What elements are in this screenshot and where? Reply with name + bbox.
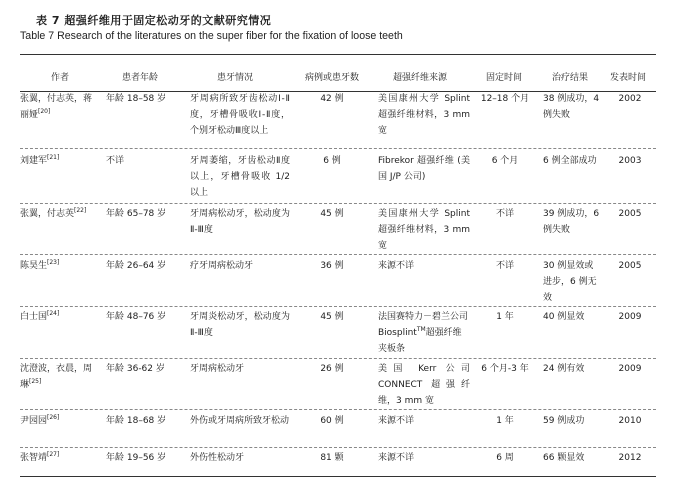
cell-age: 年龄 19–56 岁 xyxy=(106,453,167,463)
row-separator xyxy=(20,409,656,410)
cell-author: 张翼，付志英[22] xyxy=(20,207,87,219)
cell-source: 美国康州大学 Splint 超强纤维材料，3 mm 宽 xyxy=(378,209,470,251)
cell-condition: 牙周病松动牙 xyxy=(190,364,245,374)
cell-year: 2012 xyxy=(618,453,642,463)
cell-count: 45 例 xyxy=(320,209,344,219)
cell-author: 沈澄波，衣晨，周琳[25] xyxy=(20,364,93,390)
cell-condition: 牙周病松动牙，松动度为Ⅱ-Ⅲ度 xyxy=(190,209,290,235)
cell-condition: 外伤或牙周病所致牙松动 xyxy=(190,416,290,426)
cell-condition: 牙周病所致牙齿松动Ⅰ-Ⅱ度，牙槽骨吸收Ⅰ-Ⅱ度，个别牙松动Ⅲ度以上 xyxy=(190,94,290,136)
cell-year: 2002 xyxy=(618,94,642,104)
cell-year: 2003 xyxy=(618,156,642,166)
cell-age: 年龄 48–76 岁 xyxy=(106,312,167,322)
row-separator xyxy=(20,358,656,359)
cell-time: 6 个月-3 年 xyxy=(481,364,529,374)
cell-time: 6 周 xyxy=(496,453,514,463)
row-separator xyxy=(20,306,656,307)
cell-source: 法国赛特力－碧兰公司 Biosplint™超强纤维夹板条 xyxy=(378,312,469,354)
cell-author: 尹园园[26] xyxy=(20,414,60,426)
cell-age: 年龄 26–64 岁 xyxy=(106,261,167,271)
cell-year: 2009 xyxy=(618,364,642,374)
cell-source: 美国康州大学 Splint 超强纤维材料，3 mm 宽 xyxy=(378,94,470,136)
row-separator xyxy=(20,447,656,448)
header-source: 超强纤维来源 xyxy=(392,73,447,83)
cell-author: 张智靖[27] xyxy=(20,451,60,463)
cell-author: 陈昊生[23] xyxy=(20,259,60,271)
cell-age: 不详 xyxy=(106,156,125,166)
cell-year: 2009 xyxy=(618,312,642,322)
cell-time: 不详 xyxy=(495,261,514,271)
cell-result: 40 例显效 xyxy=(543,312,585,322)
table-caption-cn: 表 7 超强纤维用于固定松动牙的文献研究情况 xyxy=(36,14,272,27)
cell-age: 年龄 65–78 岁 xyxy=(106,209,167,219)
cell-count: 81 颗 xyxy=(320,453,344,463)
cell-age: 年龄 18–58 岁 xyxy=(106,94,167,104)
cell-source: 美国 Kerr 公司 CONNECT 超强纤维，3 mm 宽 xyxy=(378,364,470,406)
cell-count: 36 例 xyxy=(320,261,344,271)
cell-count: 60 例 xyxy=(320,416,344,426)
cell-condition: 疗牙周病松动牙 xyxy=(190,261,254,271)
cell-result: 24 例有效 xyxy=(543,364,585,374)
cell-result: 59 例成功 xyxy=(543,416,585,426)
cell-result: 30 例显效或进步，6 例无效 xyxy=(543,261,597,303)
cell-year: 2005 xyxy=(618,209,642,219)
row-separator xyxy=(20,203,656,204)
cell-time: 12–18 个月 xyxy=(480,94,530,104)
row-separator xyxy=(20,148,656,149)
cell-time: 1 年 xyxy=(496,312,514,322)
cell-year: 2005 xyxy=(618,261,642,271)
header-condition: 患牙情况 xyxy=(216,73,253,83)
cell-result: 6 例全部成功 xyxy=(543,156,597,166)
cell-source: Fibrekor 超强纤维 (美国 J/P 公司) xyxy=(378,156,470,182)
header-count: 病例或患牙数 xyxy=(304,73,359,83)
cell-result: 38 例成功，4 例失败 xyxy=(543,94,600,120)
cell-count: 45 例 xyxy=(320,312,344,322)
cell-condition: 外伤性松动牙 xyxy=(190,453,245,463)
cell-source: 来源不详 xyxy=(378,261,415,271)
cell-time: 1 年 xyxy=(496,416,514,426)
cell-count: 42 例 xyxy=(320,94,344,104)
cell-count: 26 例 xyxy=(320,364,344,374)
cell-condition: 牙周萎缩，牙齿松动Ⅱ度以上，牙槽骨吸收 1/2 以上 xyxy=(190,156,290,198)
row-separator xyxy=(20,254,656,255)
cell-author: 张翼，付志英，蒋丽娅[20] xyxy=(20,94,93,120)
cell-author: 刘建军[21] xyxy=(20,154,60,166)
cell-author: 白士国[24] xyxy=(20,310,60,322)
cell-result: 66 颗显效 xyxy=(543,453,585,463)
bottom-rule xyxy=(20,476,656,477)
cell-age: 年龄 36-62 岁 xyxy=(106,364,165,374)
header-author: 作者 xyxy=(50,73,69,83)
header-result: 治疗结果 xyxy=(551,73,588,83)
header-year: 发表时间 xyxy=(609,73,646,83)
cell-age: 年龄 18–68 岁 xyxy=(106,416,167,426)
cell-result: 39 例成功，6 例失败 xyxy=(543,209,600,235)
cell-source: 来源不详 xyxy=(378,453,415,463)
top-rule xyxy=(20,54,656,55)
table-caption-en: Table 7 Research of the literatures on the super fiber for the fixation of loose teeth xyxy=(20,30,403,42)
cell-source: 来源不详 xyxy=(378,416,415,426)
cell-condition: 牙周炎松动牙，松动度为Ⅱ-Ⅲ度 xyxy=(190,312,290,338)
cell-time: 不详 xyxy=(495,209,514,219)
header-time: 固定时间 xyxy=(485,73,522,83)
cell-count: 6 例 xyxy=(323,156,341,166)
header-age: 患者年龄 xyxy=(121,73,158,83)
cell-year: 2010 xyxy=(618,416,642,426)
cell-time: 6 个月 xyxy=(491,156,519,166)
